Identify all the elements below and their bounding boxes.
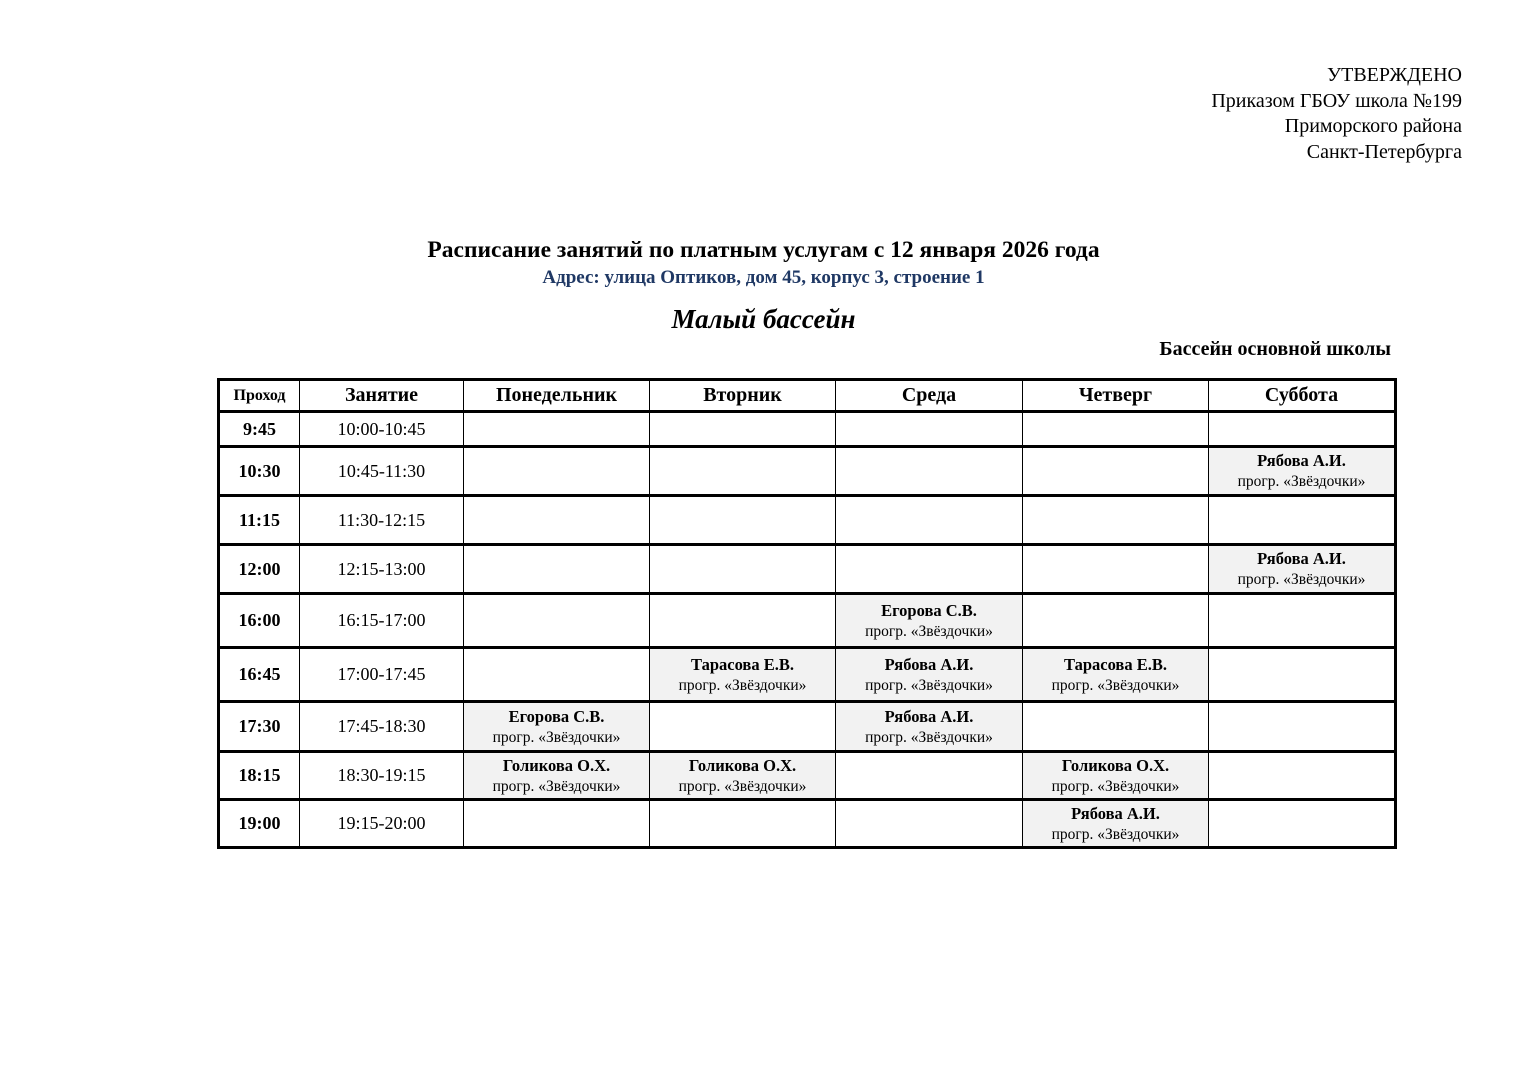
instructor-name: Рябова А.И. xyxy=(1257,451,1346,470)
venue-subtitle: Бассейн основной школы xyxy=(1159,338,1391,360)
approval-line: УТВЕРЖДЕНО xyxy=(1326,64,1462,86)
schedule-cell xyxy=(1023,496,1209,545)
schedule-cell xyxy=(464,752,650,800)
session-time: 17:00-17:45 xyxy=(300,648,464,702)
schedule-cell xyxy=(464,800,650,848)
program-name: прогр. «Звёздочки» xyxy=(1051,825,1180,843)
session-time: 17:45-18:30 xyxy=(300,702,464,752)
schedule-cell xyxy=(1209,545,1396,594)
program-name: прогр. «Звёздочки» xyxy=(678,676,807,694)
document-title: Расписание занятий по платным услугам с 12 января 2026 года xyxy=(427,237,1100,263)
pass-time: 11:15 xyxy=(219,496,300,545)
schedule-cell xyxy=(836,800,1023,848)
pass-time: 12:00 xyxy=(219,545,300,594)
schedule-cell xyxy=(1209,702,1396,752)
instructor-name: Рябова А.И. xyxy=(1071,803,1160,823)
program-name: прогр. «Звёздочки» xyxy=(1051,676,1180,694)
table-row xyxy=(219,752,1396,800)
program-name: прогр. «Звёздочки» xyxy=(865,728,993,746)
schedule-cell xyxy=(836,648,1023,702)
pass-time: 19:00 xyxy=(219,800,300,848)
program-name: прогр. «Звёздочки» xyxy=(1051,777,1180,795)
column-header: Четверг xyxy=(1023,380,1209,412)
venue-title: Малый бассейн xyxy=(671,304,856,334)
approval-line: Приморского района xyxy=(1284,115,1462,137)
session-time: 19:15-20:00 xyxy=(300,800,464,848)
schedule-cell xyxy=(1023,800,1209,848)
schedule-cell xyxy=(1209,412,1396,447)
schedule-cell xyxy=(1209,447,1396,496)
schedule-cell xyxy=(1023,648,1209,702)
program-name: прогр. «Звёздочки» xyxy=(678,777,807,795)
instructor-name: Рябова А.И. xyxy=(884,706,974,726)
program-name: прогр. «Звёздочки» xyxy=(492,777,621,795)
schedule-cell xyxy=(836,447,1023,496)
schedule-cell xyxy=(650,447,836,496)
pass-time: 16:45 xyxy=(219,648,300,702)
schedule-cell xyxy=(1023,412,1209,447)
program-name: прогр. «Звёздочки» xyxy=(865,676,993,694)
schedule-cell xyxy=(464,496,650,545)
session-time: 10:45-11:30 xyxy=(300,447,464,496)
schedule-cell xyxy=(1209,496,1396,545)
instructor-name: Рябова А.И. xyxy=(884,654,974,674)
table-row xyxy=(219,545,1396,594)
header-row xyxy=(219,380,1396,412)
program-name: прогр. «Звёздочки» xyxy=(492,728,621,746)
schedule-cell xyxy=(1209,648,1396,702)
instructor-name: Тарасова Е.В. xyxy=(1064,654,1167,674)
schedule-cell xyxy=(836,545,1023,594)
approval-stamp xyxy=(1211,63,1462,165)
schedule-cell xyxy=(650,752,836,800)
schedule-cell xyxy=(464,648,650,702)
schedule-cell xyxy=(650,594,836,648)
instructor-name: Рябова А.И. xyxy=(1257,549,1346,568)
approval-line: Санкт-Петербурга xyxy=(1306,140,1462,163)
pass-time: 18:15 xyxy=(219,752,300,800)
instructor-name: Голикова О.Х. xyxy=(688,755,797,775)
schedule-cell xyxy=(836,594,1023,648)
instructor-name: Тарасова Е.В. xyxy=(691,654,794,674)
program-name: прогр. «Звёздочки» xyxy=(865,622,993,640)
pass-time: 10:30 xyxy=(219,447,300,496)
instructor-name: Голикова О.Х. xyxy=(502,755,611,775)
session-time: 18:30-19:15 xyxy=(300,752,464,800)
schedule-cell xyxy=(1209,752,1396,800)
column-header: Проход xyxy=(219,380,300,412)
schedule-cell xyxy=(1023,594,1209,648)
schedule-table xyxy=(217,378,1397,849)
schedule-cell xyxy=(836,412,1023,447)
table-row xyxy=(219,496,1396,545)
column-header: Вторник xyxy=(650,380,836,412)
address: Адрес: улица Оптиков, дом 45, корпус 3, строение 1 xyxy=(542,267,985,288)
schedule-cell xyxy=(836,752,1023,800)
instructor-name: Голикова О.Х. xyxy=(1061,755,1170,775)
session-time: 16:15-17:00 xyxy=(300,594,464,648)
program-name: прогр. «Звёздочки» xyxy=(1237,571,1366,588)
table-row xyxy=(219,800,1396,848)
session-time: 11:30-12:15 xyxy=(300,496,464,545)
instructor-name: Егорова С.В. xyxy=(508,706,605,726)
schedule-cell xyxy=(650,702,836,752)
session-time: 10:00-10:45 xyxy=(300,412,464,447)
table-row xyxy=(219,594,1396,648)
instructor-name: Егорова С.В. xyxy=(881,600,977,620)
schedule-cell xyxy=(650,412,836,447)
schedule-cell xyxy=(1023,752,1209,800)
column-header: Среда xyxy=(836,380,1023,412)
pass-time: 9:45 xyxy=(219,412,300,447)
program-name: прогр. «Звёздочки» xyxy=(1237,473,1366,490)
schedule-cell xyxy=(464,594,650,648)
schedule-cell xyxy=(650,800,836,848)
schedule-cell xyxy=(1209,800,1396,848)
schedule-cell xyxy=(1209,594,1396,648)
pass-time: 17:30 xyxy=(219,702,300,752)
column-header: Суббота xyxy=(1209,380,1396,412)
table-row xyxy=(219,412,1396,447)
table-row xyxy=(219,648,1396,702)
schedule-cell xyxy=(836,702,1023,752)
schedule-cell xyxy=(650,648,836,702)
pass-time: 16:00 xyxy=(219,594,300,648)
schedule-cell xyxy=(464,412,650,447)
column-header: Занятие xyxy=(300,380,464,412)
schedule-cell xyxy=(1023,545,1209,594)
schedule-cell xyxy=(650,545,836,594)
schedule-cell xyxy=(464,702,650,752)
approval-line: Приказом ГБОУ школа №199 xyxy=(1211,89,1462,112)
column-header: Понедельник xyxy=(464,380,650,412)
schedule-cell xyxy=(650,496,836,545)
session-time: 12:15-13:00 xyxy=(300,545,464,594)
schedule-cell xyxy=(464,447,650,496)
schedule-cell xyxy=(836,496,1023,545)
schedule-cell xyxy=(464,545,650,594)
schedule-cell xyxy=(1023,702,1209,752)
table-row xyxy=(219,447,1396,496)
schedule-cell xyxy=(1023,447,1209,496)
table-row xyxy=(219,702,1396,752)
